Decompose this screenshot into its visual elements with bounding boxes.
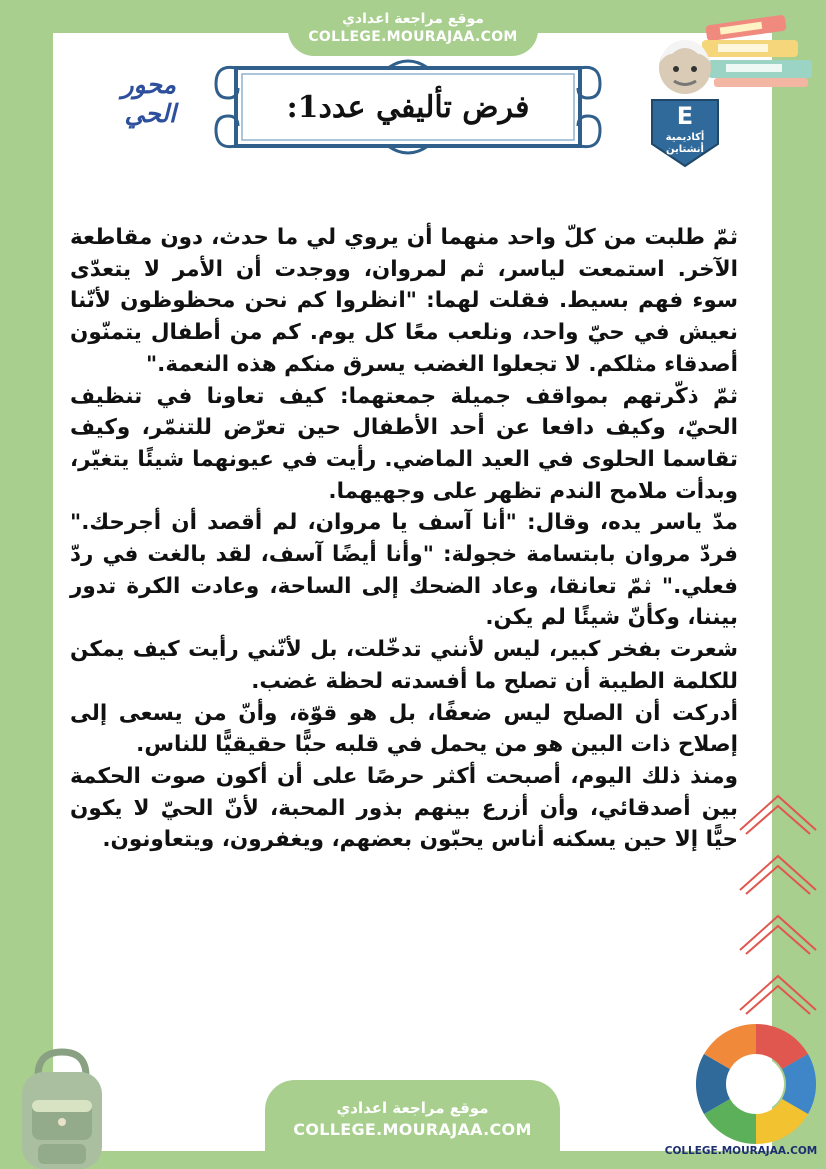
chevron-up-icon bbox=[730, 790, 826, 1040]
logo-letter: E bbox=[676, 102, 694, 130]
essay-body bbox=[70, 222, 738, 856]
footer-site-url[interactable]: COLLEGE.MOURAJAA.COM bbox=[293, 1120, 532, 1139]
logo-caption-line2: أنشتاين bbox=[666, 144, 704, 155]
essay-paragraph: أدركت أن الصلح ليس ضعفًا، بل هو قوّة، وأنّ من يسعى إلى إصلاح ذات البين هو من يحمل في قلبه حبًّا حقيقيًّا للناس. bbox=[70, 700, 738, 758]
footer-site-name: موقع مراجعة اعدادي bbox=[336, 1099, 489, 1117]
corner-site-url[interactable]: COLLEGE.MOURAJAA.COM bbox=[664, 1145, 818, 1157]
footer-banner[interactable] bbox=[265, 1080, 560, 1169]
academy-logo bbox=[646, 36, 724, 170]
essay-paragraph: مدّ ياسر يده، وقال: "أنا آسف يا مروان، لم أقصد أن أجرحك." فردّ مروان بابتسامة خجولة: "وأنا أيضًا آسف، لقد بالغت في ردّ فعلي." ثمّ تعانقا، وعاد الضحك إلى الساحة، وعادت الكرة تدور بيننا، وكأنّ شيئًا لم يكن. bbox=[70, 510, 738, 631]
header-site-name: موقع مراجعة اعدادي bbox=[342, 11, 484, 27]
wheel-logo-icon bbox=[694, 1022, 818, 1146]
page-title: فرض تأليفي عدد1: bbox=[286, 89, 530, 125]
axis-label: محور الحي bbox=[121, 70, 176, 128]
essay-paragraph: شعرت بفخر كبير، ليس لأنني تدخّلت، بل لأنّني رأيت كيف يمكن للكلمة الطيبة أن تصلح ما أفسدته لحظة غضب. bbox=[70, 637, 738, 694]
header-banner[interactable] bbox=[288, 0, 538, 56]
essay-paragraph: ثمّ ذكّرتهم بمواقف جميلة جمعتهما: كيف تعاونا في تنظيف الحيّ، وكيف دافعا عن أحد الأطفال حين تعرّض للتنمّر، وكيف تقاسما الحلوى في العيد الماضي. رأيت في عيونهما شيئًا يتغيّر، وبدأت ملامح الندم تظهر على وجهيهما. bbox=[70, 383, 738, 504]
backpack-icon bbox=[8, 1046, 116, 1169]
essay-paragraph: ثمّ طلبت من كلّ واحد منهما أن يروي لي ما حدث، دون مقاطعة الآخر. استمعت لياسر، ثم لمروان، ووجدت أن الأمر لا يتعدّى سوء فهم بسيط. فقلت لهما: "انظروا كم نحن محظوظون لأنّنا نعيش في حيّ واحد، ونلعب معًا كل يوم. كم من أطفال يتمنّون أصدقاء مثلكم. لا تجعلوا الغضب يسرق منكم هذه النعمة." bbox=[70, 225, 738, 377]
header-site-url[interactable]: COLLEGE.MOURAJAA.COM bbox=[308, 29, 518, 45]
logo-caption-line1: أكاديمية bbox=[665, 132, 705, 143]
essay-paragraph: ومنذ ذلك اليوم، أصبحت أكثر حرصًا على أن أكون صوت الحكمة بين أصدقائي، وأن أزرع بينهم بذور المحبة، لأنّ الحيّ لا يكون حيًّا إلا حين يسكنه أناس يحبّون بعضهم، ويغفرون، ويتعاونون. bbox=[70, 763, 738, 853]
